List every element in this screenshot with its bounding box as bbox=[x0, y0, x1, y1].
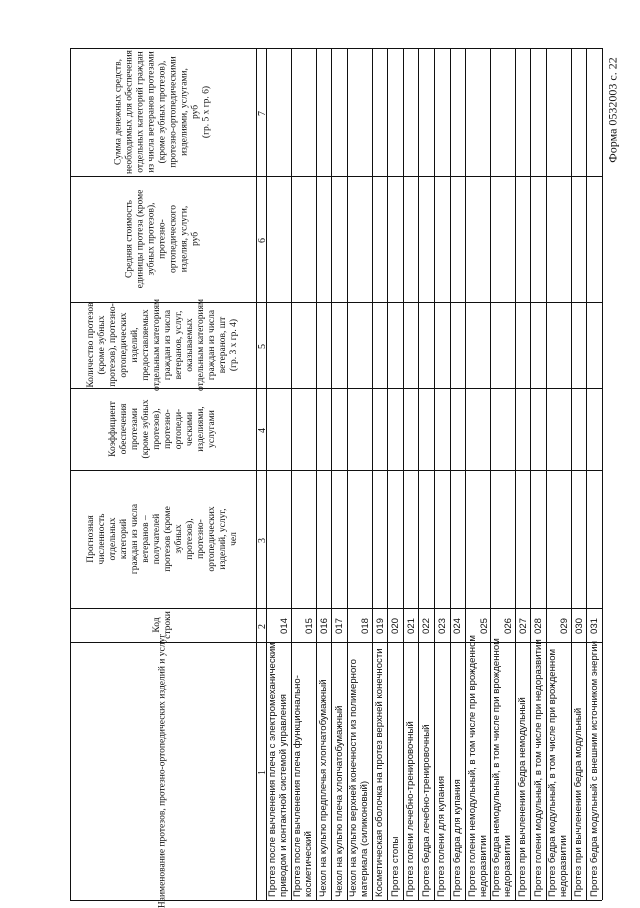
row-name-line: косметический bbox=[303, 831, 315, 897]
data-table bbox=[70, 48, 602, 908]
header-line: Количество протезов bbox=[86, 302, 96, 388]
header-line: изделиями, услугами, bbox=[179, 68, 190, 156]
row-name-line: Протез голени для купания bbox=[436, 775, 448, 897]
row-name bbox=[334, 706, 345, 897]
header-line: чел bbox=[229, 532, 239, 546]
row-separator bbox=[450, 48, 451, 900]
row-name bbox=[390, 837, 401, 897]
column-number: 1 bbox=[257, 770, 268, 775]
row-name-line: Протез при вычленении бедра немодульный bbox=[517, 697, 529, 897]
header-line: необходимых для обеспечения bbox=[124, 50, 135, 174]
column-number: 4 bbox=[257, 428, 268, 433]
row-name bbox=[405, 721, 416, 897]
column-number: 6 bbox=[257, 238, 268, 243]
header-line: ортопеди- bbox=[174, 408, 184, 450]
row-name bbox=[267, 642, 289, 897]
row-separator bbox=[331, 48, 332, 900]
row-name bbox=[292, 675, 314, 897]
row-separator bbox=[571, 48, 572, 900]
row-code: 025 bbox=[478, 617, 490, 634]
header-line: Наименование протезов, протезно-ортопедических изделий и услуг bbox=[157, 633, 168, 908]
row-code: 029 bbox=[559, 617, 571, 634]
column-number: 2 bbox=[257, 624, 268, 629]
header-col3 bbox=[70, 470, 256, 608]
row-code: 027 bbox=[517, 617, 529, 634]
header-line: отдельных категорий граждан bbox=[135, 51, 146, 173]
row-name-line: Протез бедра модульный с внешним источником энергии bbox=[588, 640, 600, 897]
row-name-line: Протез бедра для купания bbox=[451, 779, 463, 897]
table-border-bottom bbox=[70, 900, 602, 901]
header-line: ветеранов, услуг, bbox=[174, 310, 184, 380]
header-line: Прогнозная bbox=[86, 515, 96, 563]
header-line: зубных протезов), bbox=[146, 202, 157, 276]
row-code: 030 bbox=[573, 617, 585, 634]
row-separator bbox=[465, 48, 466, 900]
header-line: из числа ветеранов протезами bbox=[146, 51, 157, 173]
row-code: 022 bbox=[421, 617, 433, 634]
row-name-line: Протез голени модульный, в том числе при недоразвитии bbox=[532, 639, 544, 897]
header-line: услугами bbox=[207, 410, 217, 448]
row-code: 020 bbox=[390, 617, 402, 634]
header-line: руб bbox=[190, 104, 201, 120]
header-line: (кроме зубных протезов), bbox=[157, 60, 168, 164]
header-line: изделий, услуг, bbox=[218, 508, 228, 570]
row-code: 024 bbox=[452, 617, 464, 634]
header-line: руб bbox=[190, 231, 201, 247]
row-name-line: Протез стопы bbox=[389, 836, 401, 897]
row-name bbox=[421, 725, 432, 898]
header-line: Код bbox=[152, 617, 162, 633]
row-name bbox=[533, 639, 544, 897]
row-name-line: недоразвитии bbox=[502, 835, 514, 897]
header-line: изделия, услуги, bbox=[179, 205, 190, 273]
row-code: 014 bbox=[279, 617, 291, 634]
table-border-right bbox=[602, 48, 603, 900]
row-name-line: Протез после вычленения плеча функционально- bbox=[292, 675, 304, 897]
header-line: отдельных bbox=[108, 517, 118, 561]
header-line: предоставляемых bbox=[141, 309, 151, 381]
row-separator bbox=[403, 48, 404, 900]
row-separator bbox=[530, 48, 531, 900]
header-line: граждан из числа bbox=[207, 309, 217, 381]
header-line: протезов), bbox=[185, 518, 195, 560]
header-line: получателей bbox=[152, 513, 162, 565]
header-line: Сумма денежных средств, bbox=[113, 59, 124, 165]
header-line: протезно- bbox=[163, 409, 173, 449]
header-line: изделий, bbox=[130, 327, 140, 363]
row-separator bbox=[515, 48, 516, 900]
header-line: ортопедического bbox=[168, 205, 179, 273]
header-col5 bbox=[70, 298, 256, 392]
header-line: протезно-ортопедическими bbox=[168, 56, 179, 168]
header-line: строки bbox=[163, 611, 173, 639]
header-line: протезов), протезно- bbox=[108, 303, 118, 387]
header-line: граждан из числа bbox=[163, 309, 173, 381]
row-name bbox=[348, 659, 370, 897]
column-number: 3 bbox=[257, 538, 268, 543]
row-name bbox=[517, 697, 528, 897]
header-col4 bbox=[70, 388, 256, 470]
form-label bbox=[602, 30, 624, 190]
row-name bbox=[491, 638, 513, 897]
row-code: 015 bbox=[304, 617, 316, 634]
header-line: ветеранов – bbox=[141, 515, 151, 563]
column-number: 5 bbox=[257, 344, 268, 349]
row-separator bbox=[316, 48, 317, 900]
row-code: 031 bbox=[589, 617, 601, 634]
row-code: 021 bbox=[405, 617, 417, 634]
header-line: численность bbox=[97, 513, 107, 565]
row-name-line: Чехол на культю предплечья хлопчатобумажный bbox=[318, 679, 330, 897]
column-number: 7 bbox=[257, 111, 268, 116]
row-code: 028 bbox=[533, 617, 545, 634]
row-code: 017 bbox=[334, 617, 346, 634]
header-line: изделиями, bbox=[196, 406, 206, 452]
row-name bbox=[547, 649, 569, 897]
header-line: (гр. 5 х гр. 6) bbox=[201, 85, 212, 139]
row-code: 023 bbox=[436, 617, 448, 634]
row-name-line: Протез бедра лечебно-тренировочный bbox=[420, 724, 432, 897]
header-line: обеспечения bbox=[119, 403, 129, 455]
row-name-line: Протез при вычленении бедра модульный bbox=[573, 707, 585, 897]
row-code: 019 bbox=[374, 617, 386, 634]
row-name bbox=[589, 641, 600, 897]
row-separator bbox=[586, 48, 587, 900]
row-name bbox=[467, 635, 489, 897]
header-line: (кроме зубных bbox=[97, 315, 107, 375]
header-line: категорий bbox=[119, 518, 129, 560]
header-line: оказываемых bbox=[185, 318, 195, 372]
header-col7 bbox=[70, 48, 256, 176]
header-line: протезно- bbox=[196, 519, 206, 559]
row-name-line: Чехол на культю плеча хлопчатобумажный bbox=[333, 705, 345, 897]
header-line: протезно- bbox=[157, 219, 168, 259]
row-name-line: Протез голени немодульный, в том числе при врожденном bbox=[466, 634, 478, 897]
row-name-line: Протез бедра модульный, в том числе при врожденном bbox=[547, 648, 559, 897]
row-name-line: Косметическая оболочка на протез верхней конечности bbox=[374, 648, 386, 897]
header-line: отдельным категориям bbox=[196, 298, 206, 392]
row-name bbox=[318, 680, 329, 897]
header-line: ветеранов, шт bbox=[218, 316, 228, 374]
header-line: единицы протеза (кроме bbox=[135, 189, 146, 289]
row-separator bbox=[418, 48, 419, 900]
row-name-line: недоразвитии bbox=[477, 835, 489, 897]
header-line: Коэффициент bbox=[108, 401, 118, 457]
row-name-line: Чехол на культю верхней конечности из полимерного bbox=[348, 659, 360, 897]
row-code: 026 bbox=[503, 617, 515, 634]
header-code bbox=[70, 608, 256, 642]
row-name bbox=[573, 708, 584, 897]
row-name bbox=[374, 648, 385, 897]
row-name-line: материала (силиконовый) bbox=[359, 780, 371, 897]
row-separator bbox=[434, 48, 435, 900]
header-line: отдельным категориям bbox=[152, 298, 162, 392]
row-name-line: Протез бедра немодульный, в том числе при врожденном bbox=[491, 638, 503, 897]
header-line: протезами bbox=[130, 408, 140, 451]
row-name bbox=[436, 776, 447, 897]
header-line: ортопедических bbox=[207, 506, 217, 572]
header-col6 bbox=[70, 176, 256, 302]
header-line: ортопедических bbox=[119, 312, 129, 378]
row-name bbox=[452, 779, 463, 897]
header-name bbox=[70, 633, 256, 908]
row-separator bbox=[372, 48, 373, 900]
row-name-line: приводом и контактной системой управления bbox=[278, 694, 290, 897]
header-line: зубных bbox=[174, 524, 184, 554]
header-line: протезов), bbox=[152, 408, 162, 450]
row-name-line: Протез после вычленения плеча с электромеханическим bbox=[267, 642, 279, 897]
row-name-line: недоразвитии bbox=[558, 835, 570, 897]
row-separator bbox=[387, 48, 388, 900]
row-code: 018 bbox=[360, 617, 372, 634]
header-line: Средняя стоимость bbox=[124, 200, 135, 279]
header-line: (гр. 3 х гр. 4) bbox=[229, 318, 239, 372]
header-line: протезов (кроме bbox=[163, 506, 173, 572]
header-line: (кроме зубных bbox=[141, 399, 151, 459]
header-line: граждан из числа bbox=[130, 503, 140, 575]
row-code: 016 bbox=[318, 617, 330, 634]
row-name-line: Протез голени лечебно-тренировочный bbox=[405, 721, 417, 897]
header-line: ческими bbox=[185, 411, 195, 447]
form-label-text: Форма 0532003 с. 22 bbox=[605, 57, 620, 163]
